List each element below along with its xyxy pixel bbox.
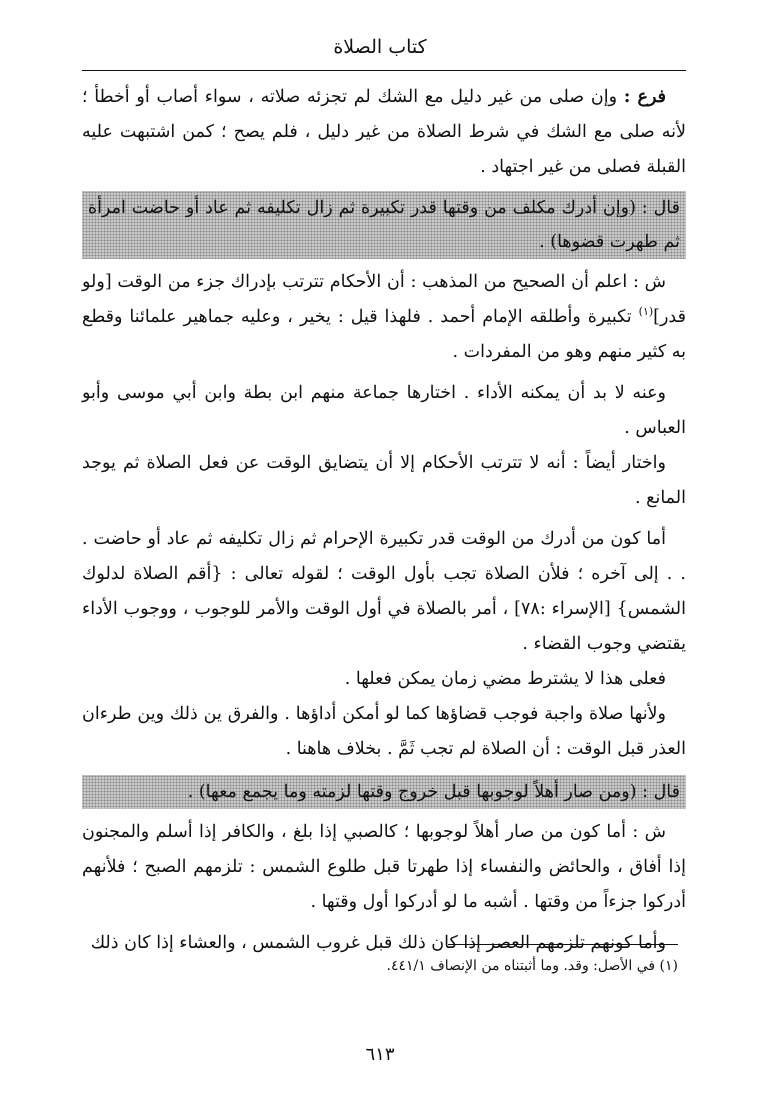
body-text [82,80,686,961]
commentary-paragraph: وأما كونهم تلزمهم العصر إذا كان ذلك قبل غروب الشمس ، والعشاء إذا كان ذلك [90,933,666,953]
commentary-paragraph: أما كون من أدرك من الوقت قدر تكبيرة الإحرام ثم زال تكليفه ثم عاد أو حاضت . . . إلى آخره ؛ فلأن الصلاة تجب بأول الوقت ؛ لقوله تعالى : {أقم الصلاة لدلوك الشمس} [الإسراء :٧٨] ، أمر بالصلاة في أول الوقت والأمر للوجوب ، ووجوب الأداء يقتضي وجوب القضاء . [82,529,686,654]
running-head: كتاب الصلاة [333,36,427,58]
footnote: (١) في الأصل: وقد. وما أثبتناه من الإنصاف ٤٤١/١. [386,958,678,974]
paragraph-text: وإن صلى من غير دليل مع الشك لم تجزئه صلاته ، سواء أصاب أو أخطأ ؛ لأنه صلى مع الشك في شرط الصلاة من غير دليل ، فلم يصح ؛ كمن اشتبهت عليه القبلة فصلى من غير اجتهاد . [82,87,686,177]
matn-quote: قال : (ومن صار أهلاً لوجوبها قبل خروج وقتها لزمته وما يجمع معها) . [187,782,680,802]
commentary-paragraph [82,265,686,370]
commentary-paragraph: ش : أما كون من صار أهلاً لوجوبها ؛ كالصبي إذا بلغ ، والكافر إذا أسلم والمجنون إذا أفاق ، والحائض والنفساء إذا طهرتا قبل طلوع الشمس : تلزمهم الصبح ؛ فلأنهم أدركوا جزءاً من وقتها . أشبه ما لو أدركوا أول وقتها . [82,822,686,912]
matn-quote-box [82,191,686,259]
footnote-marker: (١) [638,305,654,319]
paragraph-lead: فرع : [623,87,667,107]
matn-quote-box [82,775,686,809]
commentary-paragraph: ولأنها صلاة واجبة فوجب قضاؤها كما لو أمكن أداؤها . والفرق ين ذلك وين طرءان العذر قبل الوقت : أن الصلاة لم تجب ثَمَّ . بخلاف هاهنا . [82,704,686,759]
paragraph-text: تكبيرة وأطلقه الإمام أحمد . فلهذا قيل : يخير ، وعليه جماهير علمائنا وقطع به كثير منهم وهو من المفردات . [82,307,686,362]
commentary-paragraph: وعنه لا بد أن يمكنه الأداء . اختارها جماعة منهم ابن بطة وابن أبي موسى وأبو العباس . [82,383,686,438]
footnote-rule [448,944,678,945]
page-number: ٦١٣ [365,1044,395,1065]
commentary-paragraph: واختار أيضاً : أنه لا تترتب الأحكام إلا أن يتضايق الوقت عن فعل الصلاة ثم يوجد المانع . [82,453,686,508]
paragraph-far [82,80,686,185]
commentary-paragraph: فعلى هذا لا يشترط مضي زمان يمكن فعلها . [344,669,666,689]
paragraph-text: ش : اعلم أن الصحيح من المذهب : أن الأحكام تترتب بإدراك جزء من الوقت [ولو قدر] [82,272,686,327]
header-rule [82,70,686,71]
matn-quote: قال : (وإن أدرك مكلف من وقتها قدر تكبيرة ثم زال تكليفه ثم عاد أو حاضت امرأة ثم طهرت قضوها) . [88,198,680,252]
